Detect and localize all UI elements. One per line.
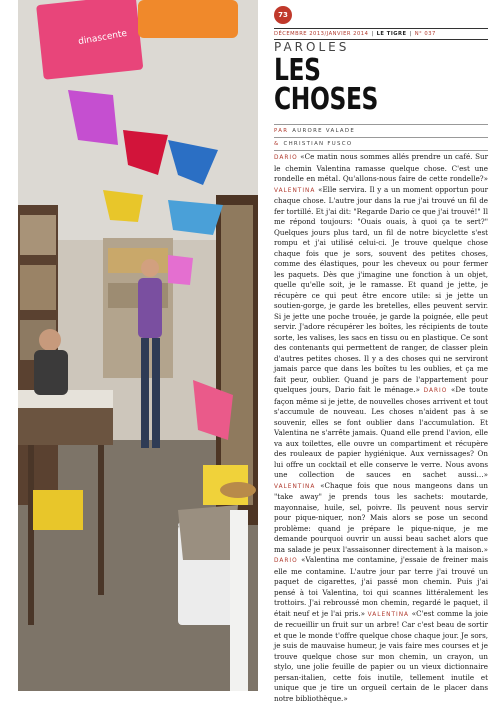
article-title — [274, 53, 379, 117]
speaker-label: VALENTINA — [274, 483, 316, 490]
issue-header — [274, 28, 488, 40]
speech-text: «Ce matin nous sommes allés prendre un café. Sur le chemin Valentina ramasse quelque chose. C'est une rondelle en métal. Qu'allons-nous faire de cette rondelle?» — [274, 152, 488, 183]
issue-number: N° 037 — [414, 31, 436, 37]
separator: | — [409, 31, 412, 37]
article-body — [274, 152, 488, 704]
speech-text: «Elle servira. Il y a un moment opportun pour chaque chose. L'autre jour dans la rue j'ai trouvé un fil de fer tortillé. Et j'ai dit: "Regarde Dario ce que j'ai trouvé!" Il me répond toujours: "Ouais ouais, à quoi ça te sert?" Quelques jours plus tard, un fil de notre bicyclette s'est rompu et j'ai utilisé celui-ci. Je trouve quelque chose chaque fois que je sors, souvent des petites choses, comme des élastiques, pour les cheveux ou pour fermer les paquets. Dès que j'imagine une fonction à un objet, quelle qu'elle soit, je le ramasse. Et quand je jette, je récupère ce qui peut être encore utile: si je jette un soutien-gorge, je garde les bretelles, elles peuvent servir. Si je jette une poche trouée, je garde la poignée, elle peut servir. J'adore récupérer les boîtes, les récipients de toute sorte, les valises, les sacs en tissu ou en plastique. Ce sont des contenants qui permettent de ranger, de classer plein d'autres petites choses. Il y a des choses qui ne serviront jamais parce que dans les boîtes tu les oublies, et ça me fait peur, oublier. Quand je pars de l'appartement pour quelques jours, Dario fait le ménage.» — [274, 184, 489, 394]
bag-brand-text: dinascente — [77, 28, 128, 48]
title-line-1: LES — [274, 53, 321, 88]
speech-text: «C'est comme la joie de recueillir un fruit sur un arbre! Car c'est beau de sortir et que le monde t'offre quelque chose chaque jour. Je sors, je suis de mauvaise humeur, je vais faire mes courses et je trouve quelque chose sur mon chemin, un crayon, un stylo, une jolie feuille de papier ou un vieux dictionnaire persan-italien, cette fois inutile, tellement inutile et unique que je tire un orgueil certain de le placer dans notre bibliothèque.» — [274, 608, 488, 703]
speaker-label: VALENTINA — [274, 187, 316, 194]
byline-prefix: & — [274, 141, 280, 147]
speaker-label: DARIO — [274, 155, 298, 161]
article-photo — [18, 0, 258, 691]
separator: | — [371, 31, 374, 37]
issue-date: DÉCEMBRE 2013/JANVIER 2014 — [274, 31, 369, 37]
speaker-label: DARIO — [423, 388, 448, 394]
byline-row — [274, 124, 488, 137]
article-column — [274, 0, 489, 703]
speech-text: «Valentina me contamine, j'essaie de freiner mais elle me contamine. L'autre jour par terre j'ai trouvé un paquet de cigarettes, j'ai passé mon chemin. Puis j'ai pensé à toi Valentina, toi qui scannes littéralement les trottoirs. J'ai rebroussé mon chemin, regardé le paquet, il était neuf et je l'ai pris.» — [274, 555, 489, 618]
author-name: AURORE VALADE — [292, 128, 356, 134]
speaker-label: VALENTINA — [367, 611, 409, 618]
photo-interior-icon — [18, 0, 258, 691]
page-number-badge: 73 — [274, 6, 292, 24]
speech-text: «Chaque fois que nous mangeons dans un "take away" je prends tous les sachets: moutarde, mayonnaise, huile, sel, poivre. Ils peuvent nous servir pour pique-niquer, non? Mais alors se pose un second problème: quand je prépare le pique-nique, je me demande pourquoi ouvrir un aussi beau sachet alors que ma salade je peux l'assaisonner directement à la maison.» — [274, 480, 488, 554]
byline-row — [274, 137, 488, 151]
byline-prefix: PAR — [274, 128, 289, 134]
speaker-label: DARIO — [274, 558, 298, 564]
section-rubric: PAROLES — [274, 40, 350, 54]
title-line-2: CHOSES — [274, 82, 379, 117]
speech-text: «De toute façon même si je jette, de nouvelles choses arrivent et tout s'accumule de nouveau. Les choses n'aident pas à se souvenir, elles se font oublier dans l'accumulation. Et Valentina ne s'arrête jamais. Quand elle prend l'avion, elle va aux toilettes, elle ouvre un compartiment et récupère des rouleaux de papier hygiénique. Aux vernissages? On lui offre un cocktail et elle conserve le verre. Nous avons une collection de sauces en sachet aussi…» — [274, 385, 488, 479]
publication-name: LE TIGRE — [376, 31, 407, 37]
author-name: CHRISTIAN FUSCO — [283, 141, 353, 147]
byline — [274, 124, 488, 151]
